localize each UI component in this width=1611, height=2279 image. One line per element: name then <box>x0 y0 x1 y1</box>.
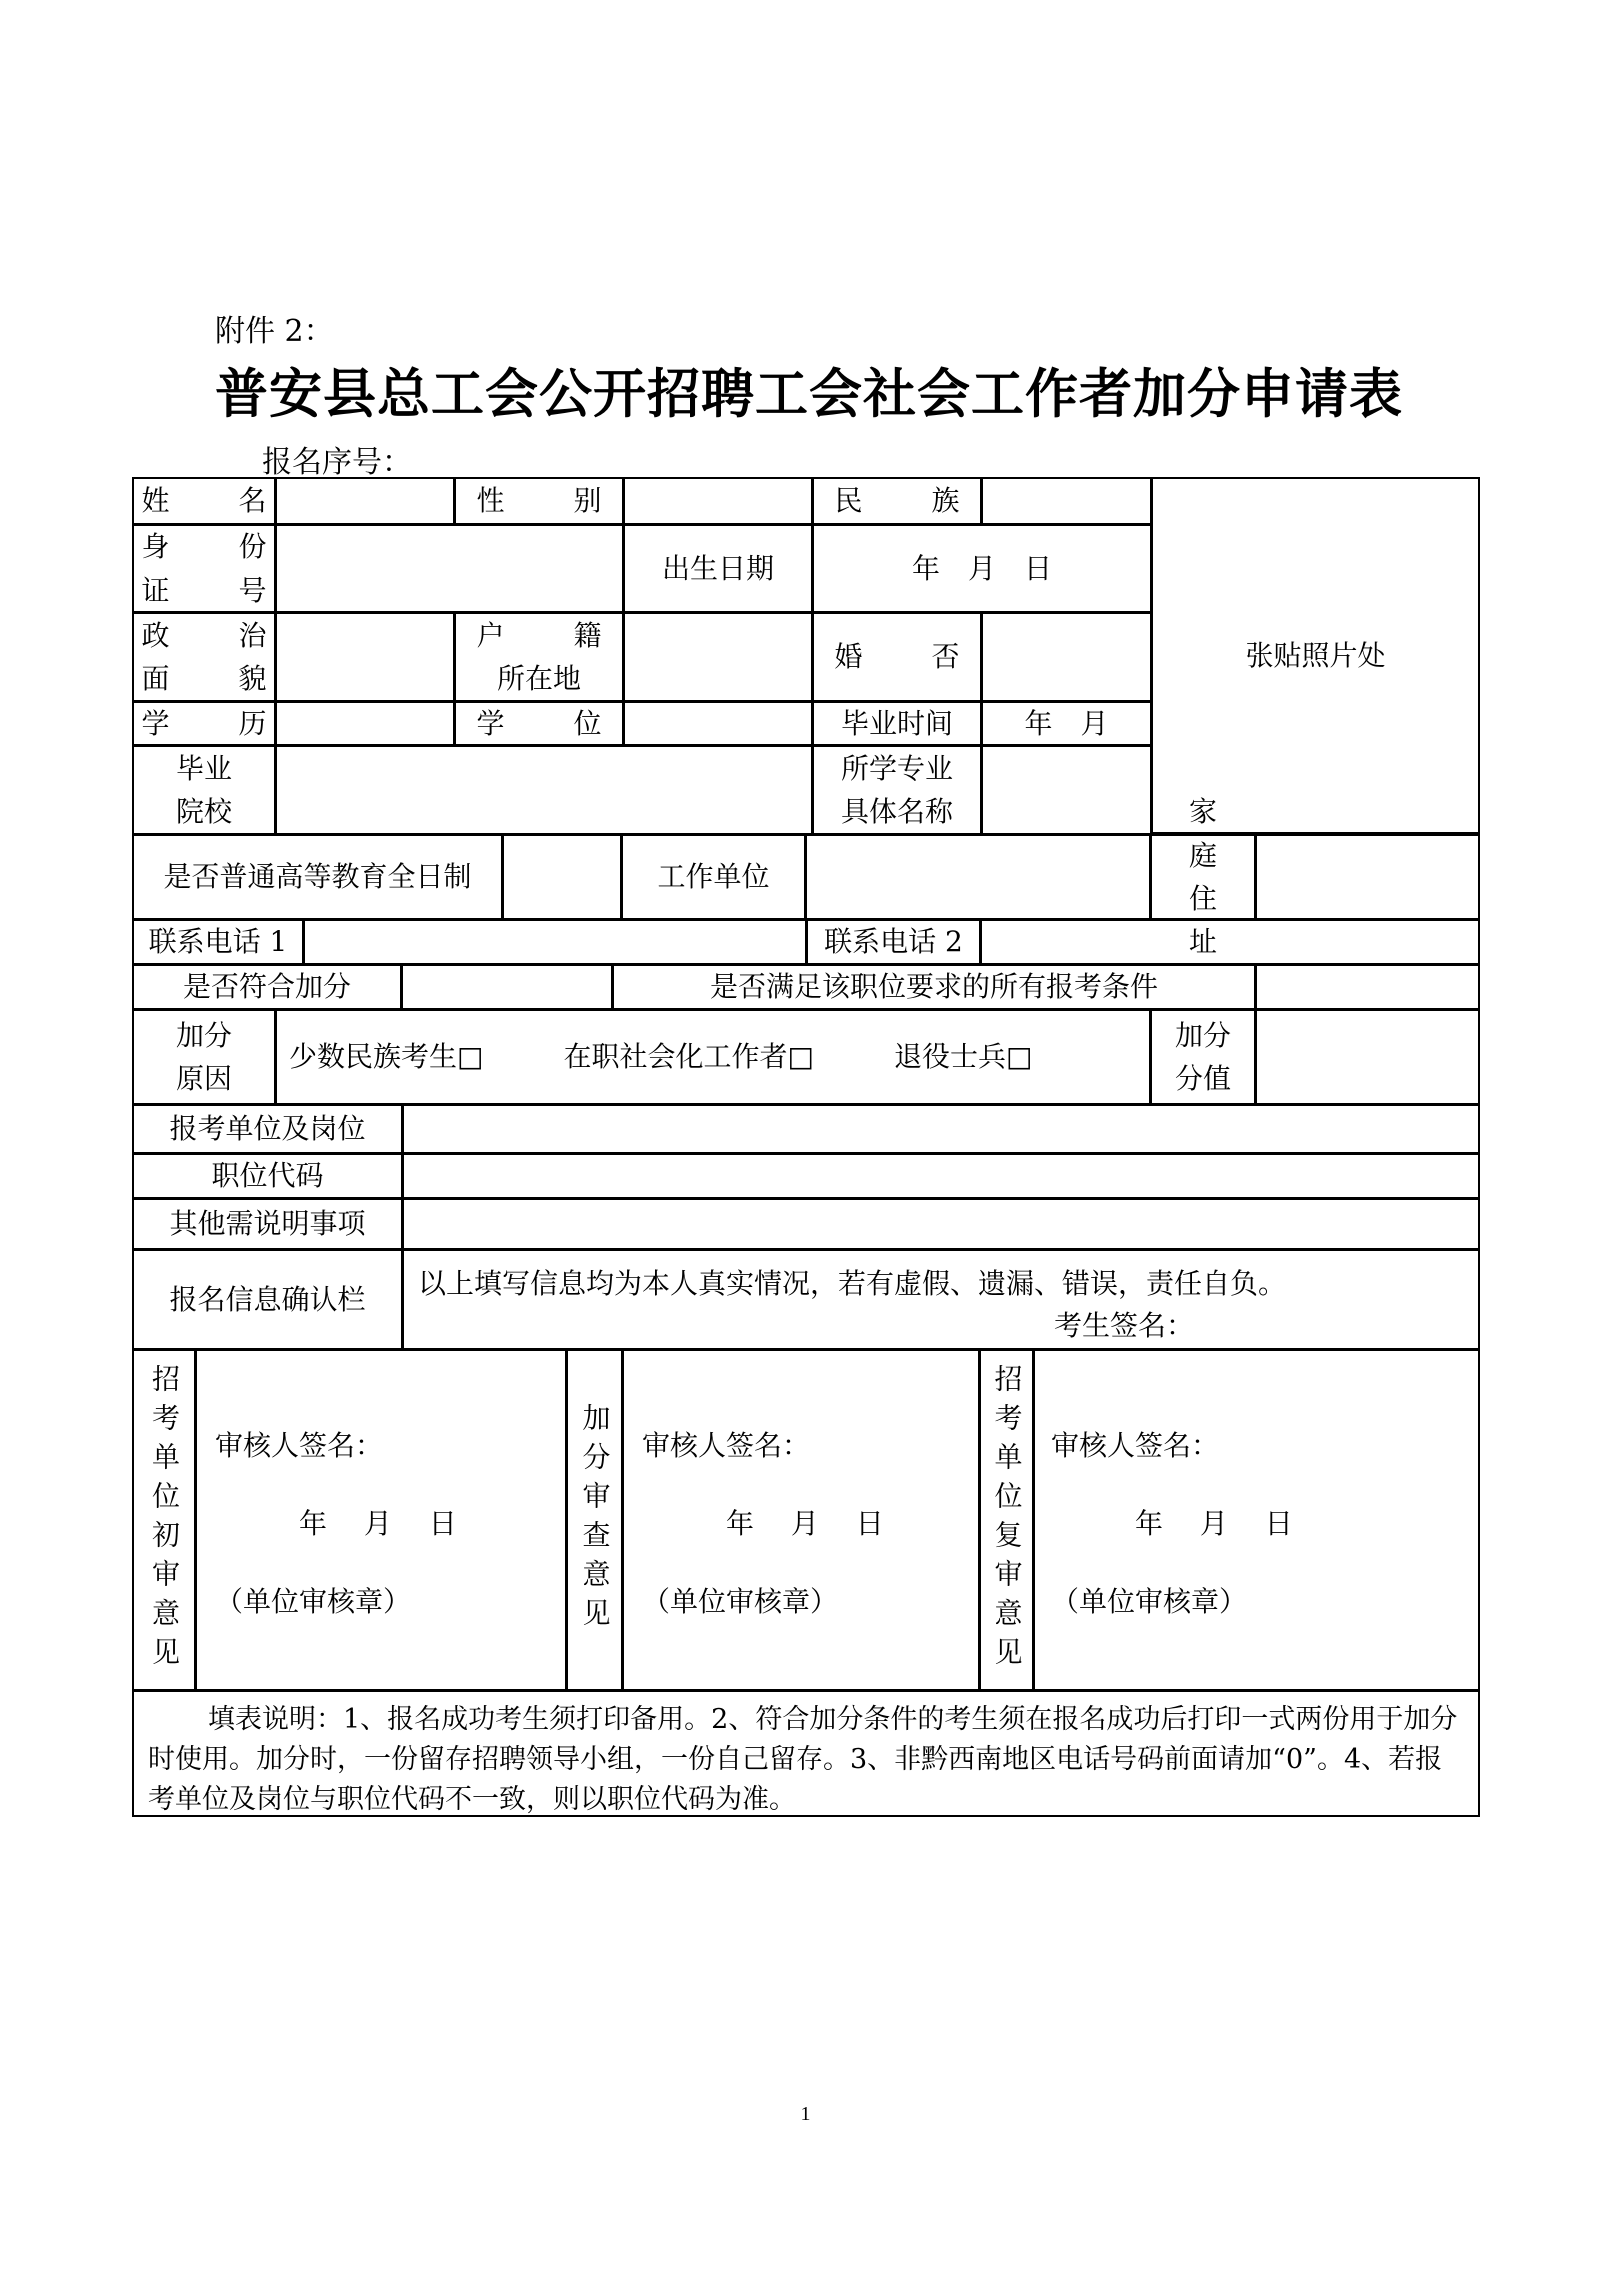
phone2-label: 联系电话 2 <box>806 919 981 965</box>
initial-reviewer-signature[interactable]: 审核人签名： <box>215 1429 384 1462</box>
name-label: 姓 名 <box>132 477 276 525</box>
other-notes-field[interactable] <box>402 1198 1480 1250</box>
bonus-eligible-label: 是否符合加分 <box>132 964 402 1010</box>
confirm-statement: 以上填写信息均为本人真实情况，若有虚假、遗漏、错误，责任自负。 <box>418 1267 1287 1300</box>
final-review-seal: （单位审核章） <box>1051 1585 1248 1618</box>
ethnicity-label: 民 族 <box>812 477 982 525</box>
final-review-date: 年 月 日 <box>1135 1507 1293 1540</box>
phone1-field[interactable] <box>303 919 807 965</box>
bonus-review-box <box>622 1349 980 1691</box>
bonus-reason-options <box>275 1009 1151 1105</box>
option-veteran[interactable]: 退役士兵□ <box>893 1040 1033 1073</box>
fulltime-label: 是否普通高等教育全日制 <box>132 834 503 920</box>
filling-instructions: 填表说明：1、报名成功考生须打印备用。2、符合加分条件的考生须在报名成功后打印一式两份用于加分时使用。加分时，一份留存招聘领导小组，一份自己留存。3、非黔西南地区电话号码前面请加“0”。4、若报考单位及岗位与职位代码不一致，则以职位代码为准。 <box>132 1690 1480 1817</box>
education-field[interactable] <box>275 701 455 746</box>
school-label: 毕业 院校 <box>132 745 276 835</box>
applicant-signature-label[interactable]: 考生签名： <box>1054 1309 1195 1342</box>
bonus-value-label: 加分 分值 <box>1150 1009 1256 1105</box>
major-field[interactable] <box>981 745 1152 835</box>
home-address-label: 家 庭 住 址 <box>1150 834 1256 920</box>
bonus-value-field[interactable] <box>1255 1009 1480 1105</box>
home-address-field[interactable] <box>1255 834 1480 920</box>
apply-unit-field[interactable] <box>402 1104 1480 1154</box>
degree-field[interactable] <box>623 701 813 746</box>
hukou-label: 户 籍 所在地 <box>454 612 624 702</box>
confirm-label: 报名信息确认栏 <box>132 1249 403 1350</box>
form-title: 普安县总工会公开招聘工会社会工作者加分申请表 <box>215 363 1403 425</box>
meet-requirements-field[interactable] <box>1255 964 1480 1010</box>
apply-unit-label: 报考单位及岗位 <box>132 1104 403 1154</box>
option-ethnic-minority[interactable]: 少数民族考生□ <box>289 1040 484 1073</box>
initial-review-box <box>195 1349 567 1691</box>
fulltime-field[interactable] <box>502 834 622 920</box>
degree-label: 学 位 <box>454 701 624 746</box>
ethnicity-field[interactable] <box>981 477 1152 525</box>
confirm-area <box>402 1249 1480 1350</box>
id-number-field[interactable] <box>275 524 624 613</box>
other-notes-label: 其他需说明事项 <box>132 1198 403 1250</box>
phone1-label: 联系电话 1 <box>132 919 304 965</box>
graduation-time-field[interactable]: 年 月 <box>981 701 1152 746</box>
bonus-review-date: 年 月 日 <box>726 1507 884 1540</box>
bonus-review-seal: （单位审核章） <box>642 1585 839 1618</box>
initial-review-label: 招考单位初审意见 <box>132 1349 196 1691</box>
hukou-field[interactable] <box>623 612 813 702</box>
initial-review-seal: （单位审核章） <box>215 1585 412 1618</box>
birth-date-label: 出生日期 <box>623 524 813 613</box>
phone2-field[interactable] <box>980 919 1480 965</box>
option-social-worker[interactable]: 在职社会化工作者□ <box>563 1040 814 1073</box>
marriage-label: 婚 否 <box>812 612 982 702</box>
photo-area: 张贴照片处 <box>1151 477 1480 834</box>
bonus-reviewer-signature[interactable]: 审核人签名： <box>642 1429 811 1462</box>
position-code-field[interactable] <box>402 1153 1480 1199</box>
major-label: 所学专业 具体名称 <box>812 745 982 835</box>
final-reviewer-signature[interactable]: 审核人签名： <box>1051 1429 1220 1462</box>
final-review-label: 招考单位复审意见 <box>979 1349 1034 1691</box>
id-number-label: 身 份 证 号 <box>132 524 276 613</box>
initial-review-date: 年 月 日 <box>299 1507 457 1540</box>
page-number: 1 <box>800 2103 811 2125</box>
school-field[interactable] <box>275 745 813 835</box>
serial-number-label: 报名序号： <box>262 445 412 480</box>
meet-requirements-label: 是否满足该职位要求的所有报考条件 <box>612 964 1256 1010</box>
gender-label: 性 别 <box>454 477 624 525</box>
education-label: 学 历 <box>132 701 276 746</box>
marriage-field[interactable] <box>981 612 1152 702</box>
final-review-box <box>1033 1349 1480 1691</box>
political-status-label: 政 治 面 貌 <box>132 612 276 702</box>
position-code-label: 职位代码 <box>132 1153 403 1199</box>
work-unit-label: 工作单位 <box>621 834 806 920</box>
name-field[interactable] <box>275 477 455 525</box>
bonus-reason-label: 加分 原因 <box>132 1009 276 1105</box>
attachment-label: 附件 2： <box>215 314 334 349</box>
bonus-eligible-field[interactable] <box>401 964 613 1010</box>
birth-date-field[interactable]: 年 月 日 <box>812 524 1152 613</box>
gender-field[interactable] <box>623 477 813 525</box>
bonus-review-label: 加分审查意见 <box>566 1349 623 1691</box>
political-status-field[interactable] <box>275 612 455 702</box>
graduation-time-label: 毕业时间 <box>812 701 982 746</box>
work-unit-field[interactable] <box>805 834 1151 920</box>
